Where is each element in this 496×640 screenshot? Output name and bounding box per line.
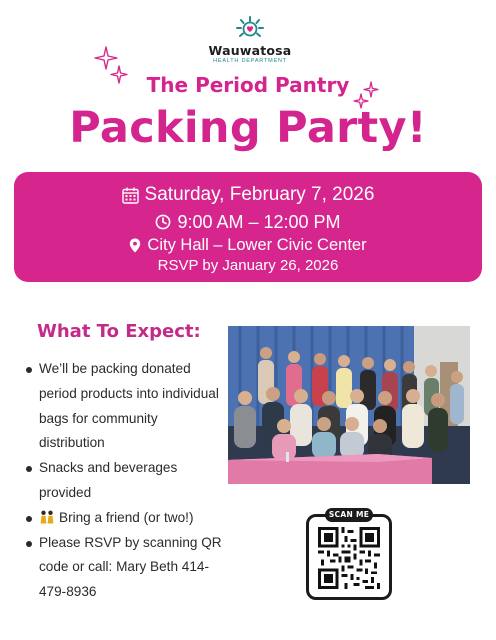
people-emoji-icon bbox=[39, 510, 55, 524]
event-location: City Hall – Lower Civic Center bbox=[147, 236, 367, 255]
event-time: 9:00 AM – 12:00 PM bbox=[177, 211, 341, 232]
list-item-text: Snacks and beverages provided bbox=[39, 460, 178, 500]
list-item-text: Please RSVP by scanning QR code or call: Mary Beth 414-479-8936 bbox=[39, 534, 222, 600]
logo-department: HEALTH DEPARTMENT bbox=[213, 58, 287, 64]
calendar-icon bbox=[122, 187, 139, 204]
list-item-text: We’ll be packing donated period products into individual bags for community distribution bbox=[39, 361, 219, 451]
event-title: Packing Party! bbox=[69, 103, 427, 153]
event-date-line bbox=[14, 184, 482, 206]
logo-name: Wauwatosa bbox=[208, 43, 292, 58]
event-location-line bbox=[14, 236, 482, 255]
list-item bbox=[24, 357, 224, 456]
qr-code-card[interactable] bbox=[306, 510, 392, 600]
scan-me-label: SCAN ME bbox=[325, 508, 373, 522]
logo-emblem-icon bbox=[235, 16, 265, 42]
expect-heading: What To Expect: bbox=[37, 321, 201, 342]
list-item bbox=[24, 506, 224, 531]
list-item bbox=[24, 531, 224, 605]
list-item bbox=[24, 456, 224, 506]
clock-icon bbox=[155, 214, 171, 230]
event-date: Saturday, February 7, 2026 bbox=[144, 184, 375, 205]
event-subtitle: The Period Pantry bbox=[146, 73, 350, 97]
volunteer-group-photo bbox=[228, 326, 470, 484]
expect-list bbox=[24, 357, 224, 605]
qr-code[interactable] bbox=[318, 527, 380, 589]
wauwatosa-logo bbox=[204, 16, 296, 65]
event-info-banner bbox=[14, 172, 482, 282]
rsvp-deadline: RSVP by January 26, 2026 bbox=[157, 257, 339, 274]
list-item-text: Bring a friend (or two!) bbox=[59, 509, 194, 525]
location-pin-icon bbox=[129, 238, 141, 253]
event-time-line bbox=[14, 211, 482, 233]
